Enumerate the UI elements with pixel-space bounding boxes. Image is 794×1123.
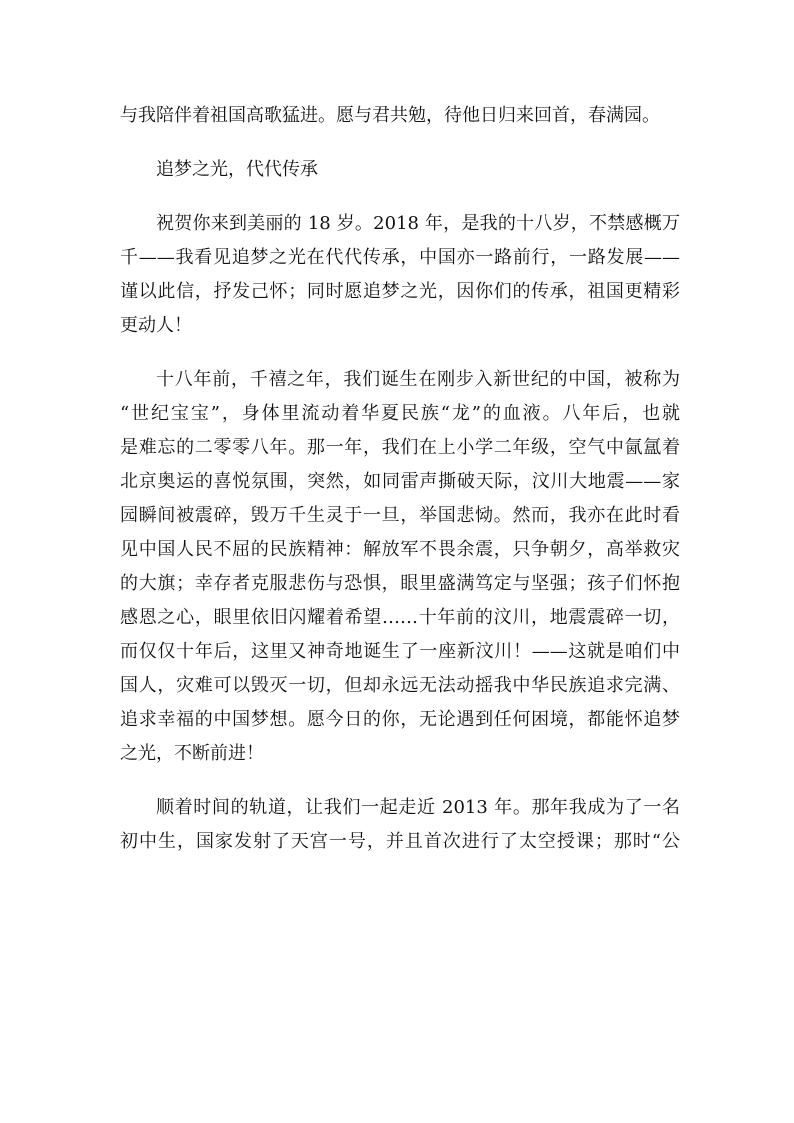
text-line: 是难忘的二零零八年。那一年，我们在上小学二年级，空气中氤氲着 xyxy=(120,437,680,458)
text-line: 初中生，国家发射了天宫一号，并且首次进行了太空授课；那时“公 xyxy=(120,831,680,852)
paragraph-gap xyxy=(120,187,680,207)
text-line: 而仅仅十年后，这里又神奇地诞生了一座新汶川！——这就是咱们中 xyxy=(120,641,680,662)
paragraph-closing xyxy=(120,99,680,133)
text-line: 更动人！ xyxy=(120,315,192,336)
text-line: 国人，灾难可以毁灭一切，但却永远无法动摇我中华民族追求完满、 xyxy=(120,675,680,696)
paragraph-gap xyxy=(120,343,680,363)
text-line: 与我陪伴着祖国高歌猛进。愿与君共勉，待他日归来回首，春满园。 xyxy=(120,105,660,126)
text-line: 的大旗；幸存者克服悲伤与恐惧，眼里盛满笃定与坚强；孩子们怀抱 xyxy=(120,573,680,594)
text-line: “世纪宝宝”，身体里流动着华夏民族“龙”的血液。八年后，也就 xyxy=(120,403,680,424)
text-line: 感恩之心，眼里依旧闪耀着希望……十年前的汶川，地震震碎一切， xyxy=(120,607,680,628)
text-line: 祝贺你来到美丽的 18 岁。2018 年，是我的十八岁，不禁感概万 xyxy=(156,213,680,234)
text-line: 园瞬间被震碎，毁万千生灵于一旦，举国悲恸。然而，我亦在此时看 xyxy=(120,505,680,526)
paragraph-2008 xyxy=(120,363,680,771)
paragraph-intro xyxy=(120,207,680,343)
text-line: 北京奥运的喜悦氛围，突然，如同雷声撕破天际，汶川大地震——家 xyxy=(120,471,680,492)
paragraph-gap xyxy=(120,133,680,153)
text-line: 见中国人民不屈的民族精神：解放军不畏余震，只争朝夕，高举救灾 xyxy=(120,539,680,560)
text-line: 千——我看见追梦之光在代代传承，中国亦一路前行，一路发展—— xyxy=(120,247,680,268)
text-line: 十八年前，千禧之年，我们诞生在刚步入新世纪的中国，被称为 xyxy=(156,369,680,390)
paragraph-gap xyxy=(120,771,680,791)
paragraph-2013 xyxy=(120,791,680,859)
text-line: 顺着时间的轨道，让我们一起走近 2013 年。那年我成为了一名 xyxy=(156,797,680,818)
section-heading xyxy=(120,153,680,187)
text-line: 之光，不断前进！ xyxy=(120,743,264,764)
text-line: 追求幸福的中国梦想。愿今日的你，无论遇到任何困境，都能怀追梦 xyxy=(120,709,680,730)
text-line: 谨以此信，抒发己怀；同时愿追梦之光，因你们的传承，祖国更精彩 xyxy=(120,281,680,302)
document-body xyxy=(120,99,680,859)
text-line: 追梦之光，代代传承 xyxy=(156,159,318,180)
